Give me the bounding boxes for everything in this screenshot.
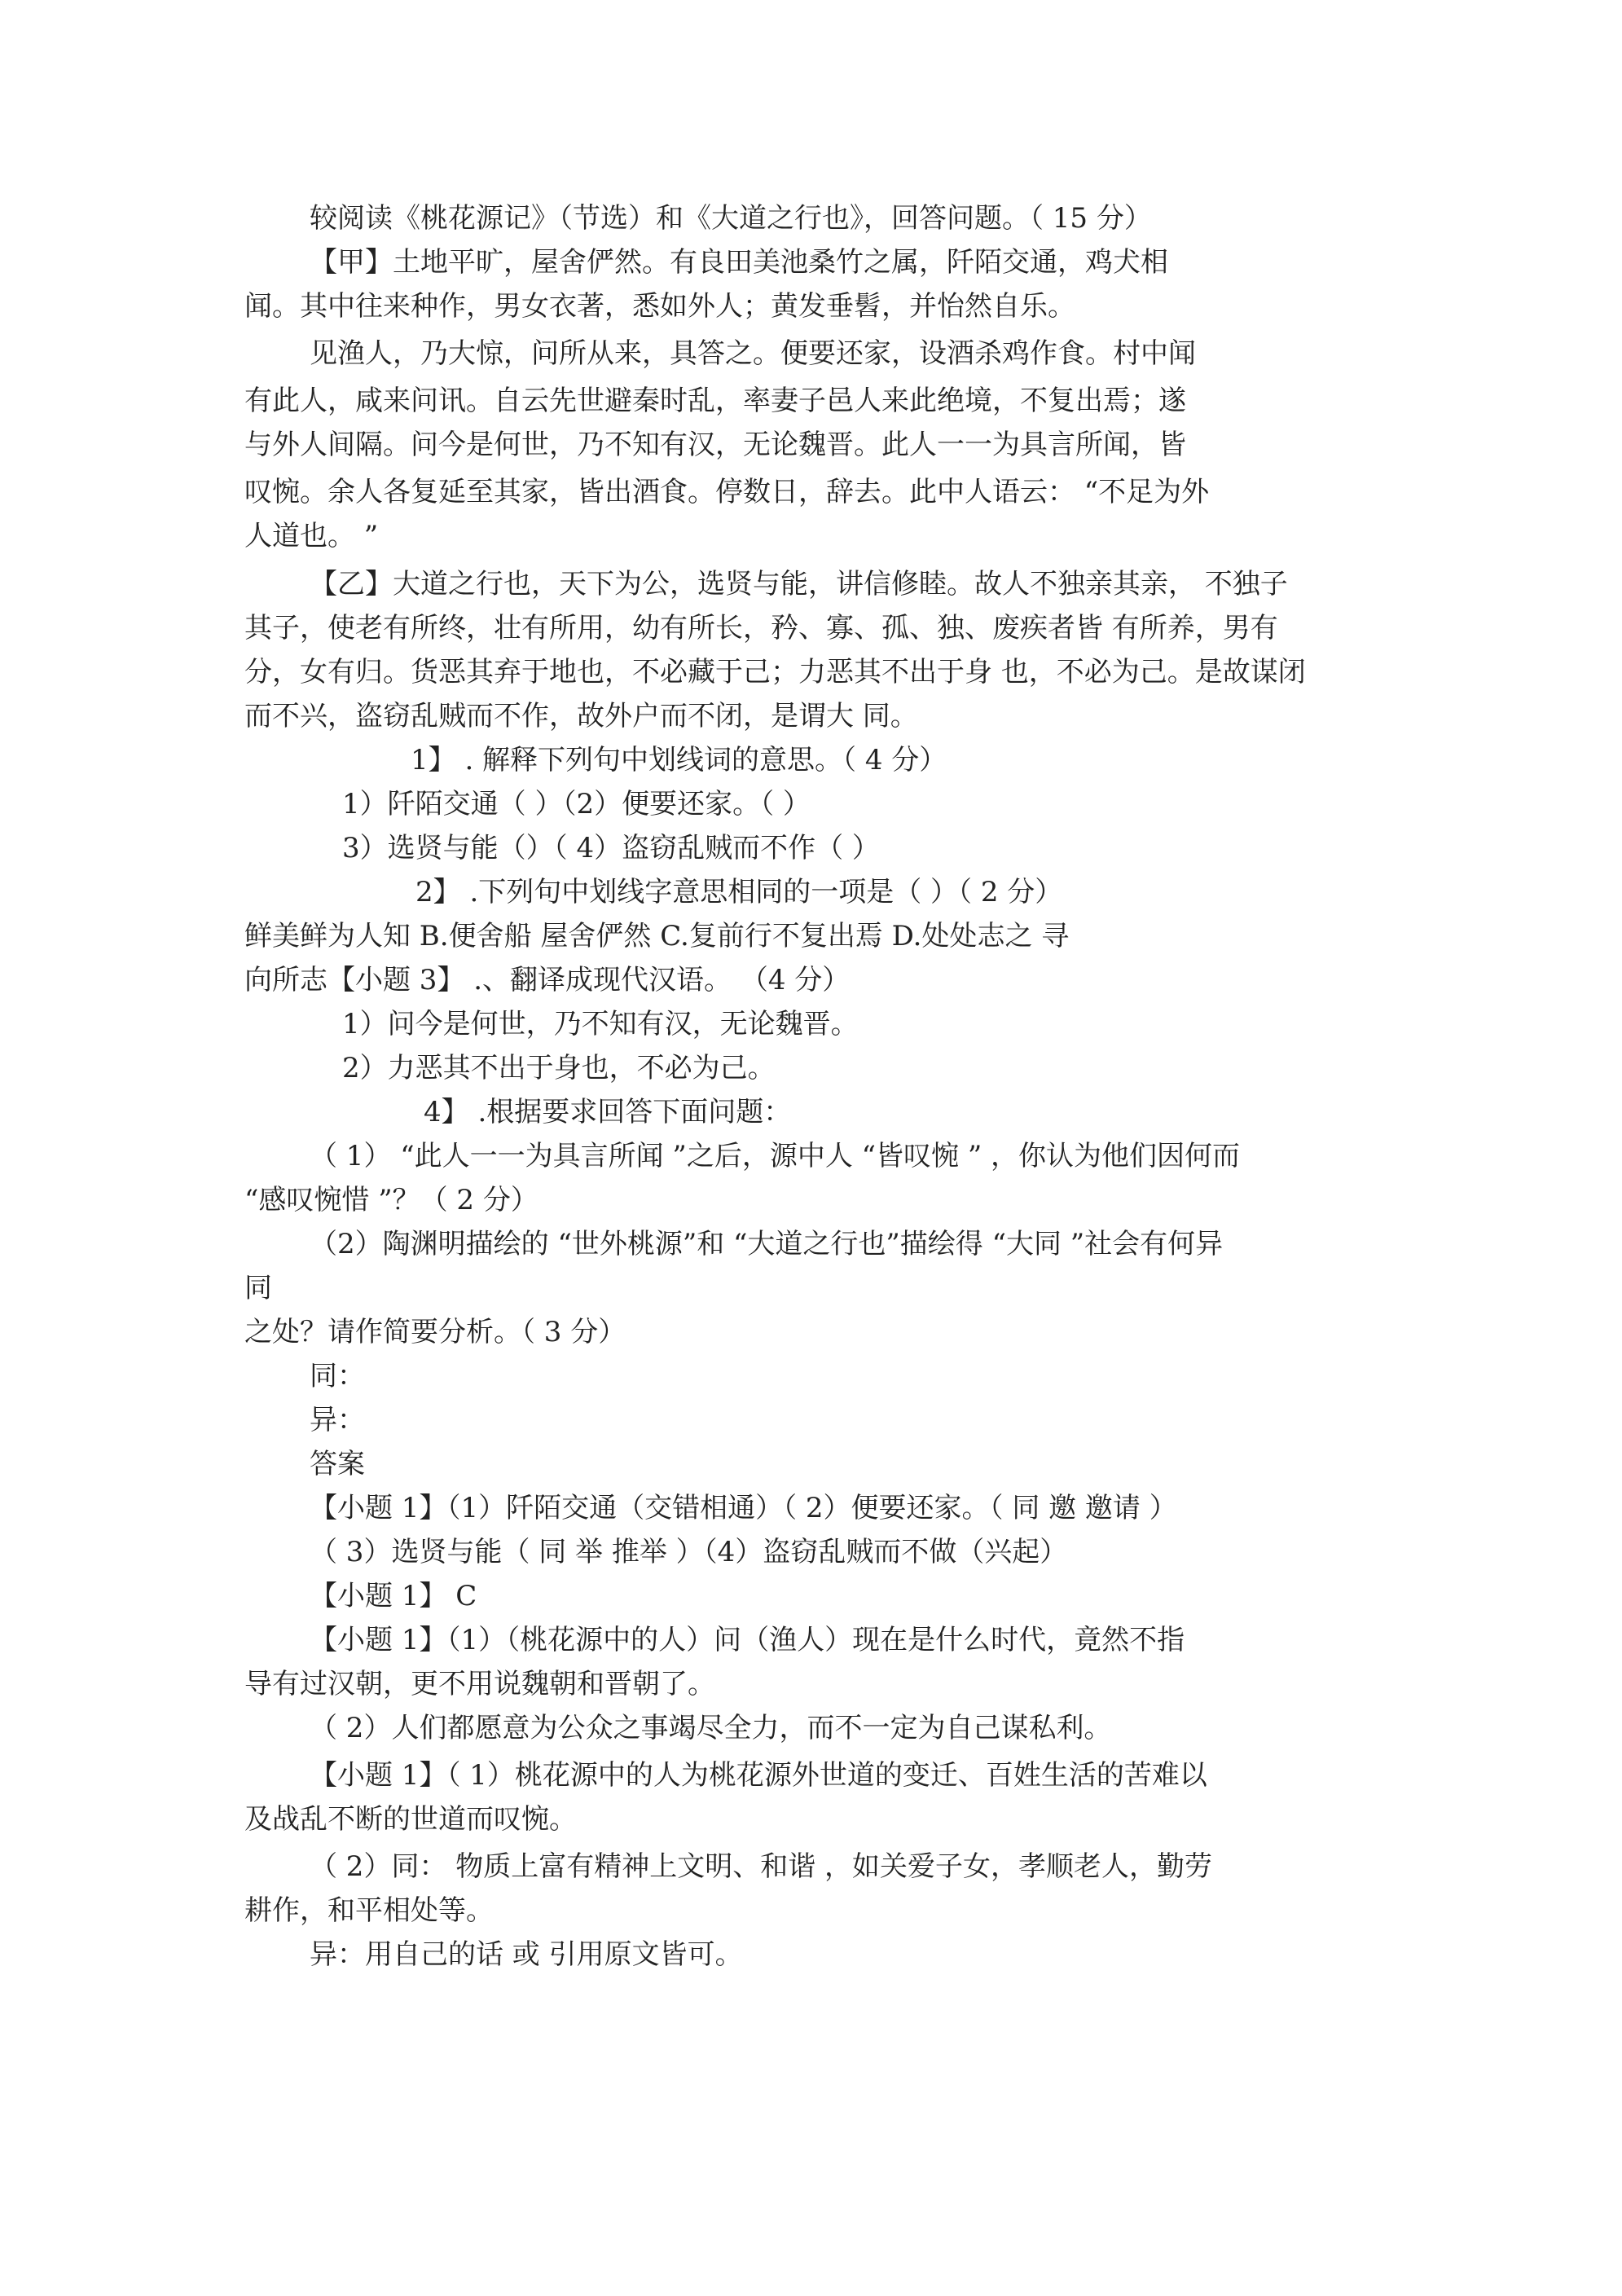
answer-heading: 答案 [310, 1448, 365, 1480]
question-line: “感叹惋惜 ”？（ 2 分） [244, 1184, 538, 1216]
question-line: 1）阡陌交通（ ）（2）便要还家。（ ） [342, 788, 811, 820]
passage-b-line: 分，女有归。货恶其弃于地也，不必藏于己；力恶其不出于身 也，不必为己。是故谋闭 [244, 656, 1306, 688]
answer-line: 【小题 1】（1）阡陌交通（交错相通）（ 2）便要还家。（ 同 邀 邀请 ） [310, 1492, 1177, 1524]
question-line: 向所志【小题 3】 .、翻译成现代汉语。 （4 分） [244, 964, 851, 996]
question-line: 同： [310, 1360, 365, 1392]
question-line: （ 1） “此人一一为具言所闻 ”之后，源中人 “皆叹惋 ” ，你认为他们因何而 [310, 1140, 1241, 1172]
answer-line: （ 3）选贤与能（ 同 举 推举 ）（4）盗窃乱贼而不做（兴起） [310, 1536, 1068, 1568]
passage-b-line: 而不兴，盗窃乱贼而不作，故外户而不闭，是谓大 同。 [244, 700, 918, 732]
answer-line: 异：用自己的话 或 引用原文皆可。 [310, 1938, 743, 1971]
question-line: 1）问今是何世，乃不知有汉，无论魏晋。 [342, 1008, 859, 1040]
question-line: 之处？请作简要分析。（ 3 分） [244, 1316, 626, 1348]
passage-a-line: 有此人，咸来问讯。自云先世避秦时乱，率妻子邑人来此绝境，不复出焉；遂 [244, 385, 1186, 417]
passage-b-line: 【乙】大道之行也，天下为公，选贤与能，讲信修睦。故人不独亲其亲， 不独子 [310, 568, 1288, 600]
passage-a-line: 【甲】土地平旷，屋舍俨然。有良田美池桑竹之属，阡陌交通，鸡犬相 [310, 246, 1168, 279]
passage-a-line: 与外人间隔。问今是何世，乃不知有汉，无论魏晋。此人一一为具言所闻，皆 [244, 429, 1186, 461]
answer-line: （ 2）同： 物质上富有精神上文明、和谐 ，如关爱子女，孝顺老人，勤劳 [310, 1850, 1213, 1883]
question-line: 1】 . 解释下列句中划线词的意思。（ 4 分） [411, 744, 947, 776]
passage-b-line: 其子，使老有所终，壮有所用，幼有所长，矜、寡、孤、独、废疾者皆 有所养，男有 [244, 612, 1278, 644]
answer-line: 【小题 1】 C [310, 1580, 477, 1612]
question-line: 2）力恶其不出于身也，不必为己。 [342, 1052, 776, 1084]
question-line: 同 [244, 1272, 272, 1304]
answer-line: （ 2）人们都愿意为公众之事竭尽全力，而不一定为自己谋私利。 [310, 1712, 1112, 1744]
answer-line: 【小题 1】（1）（桃花源中的人）问（渔人）现在是什么时代，竟然不指 [310, 1624, 1185, 1656]
question-line: 异： [310, 1404, 365, 1436]
question-line: 2】 .下列句中划线字意思相同的一项是（ ）（ 2 分） [415, 876, 1063, 908]
passage-a-line: 人道也。 ” [244, 520, 379, 552]
question-line: 鲜美鲜为人知 B.便舍船 屋舍俨然 C.复前行不复出焉 D.处处志之 寻 [244, 920, 1070, 952]
answer-line: 及战乱不断的世道而叹惋。 [244, 1803, 577, 1836]
passage-a-line: 见渔人，乃大惊，问所从来，具答之。便要还家，设酒杀鸡作食。村中闻 [310, 337, 1196, 370]
passage-a-line: 叹惋。余人各复延至其家，皆出酒食。停数日，辞去。此中人语云： “不足为外 [244, 476, 1210, 508]
answer-line: 耕作，和平相处等。 [244, 1894, 494, 1927]
question-line: 4】 .根据要求回答下面问题： [424, 1096, 792, 1128]
question-line: （2）陶渊明描绘的 “世外桃源”和 “大道之行也”描绘得 “大同 ”社会有何异 [310, 1228, 1224, 1260]
answer-line: 导有过汉朝，更不用说魏朝和晋朝了。 [244, 1668, 715, 1700]
page-title: 较阅读《桃花源记》（节选）和《大道之行也》，回答问题。（ 15 分） [310, 202, 1152, 235]
answer-line: 【小题 1】（ 1）桃花源中的人为桃花源外世道的变迁、百姓生活的苦难以 [310, 1759, 1207, 1792]
passage-a-line: 闻。其中往来种作，男女衣著，悉如外人；黄发垂髫，并怡然自乐。 [244, 290, 1075, 323]
question-line: 3）选贤与能（）（ 4）盗窃乱贼而不作（ ） [342, 832, 880, 864]
